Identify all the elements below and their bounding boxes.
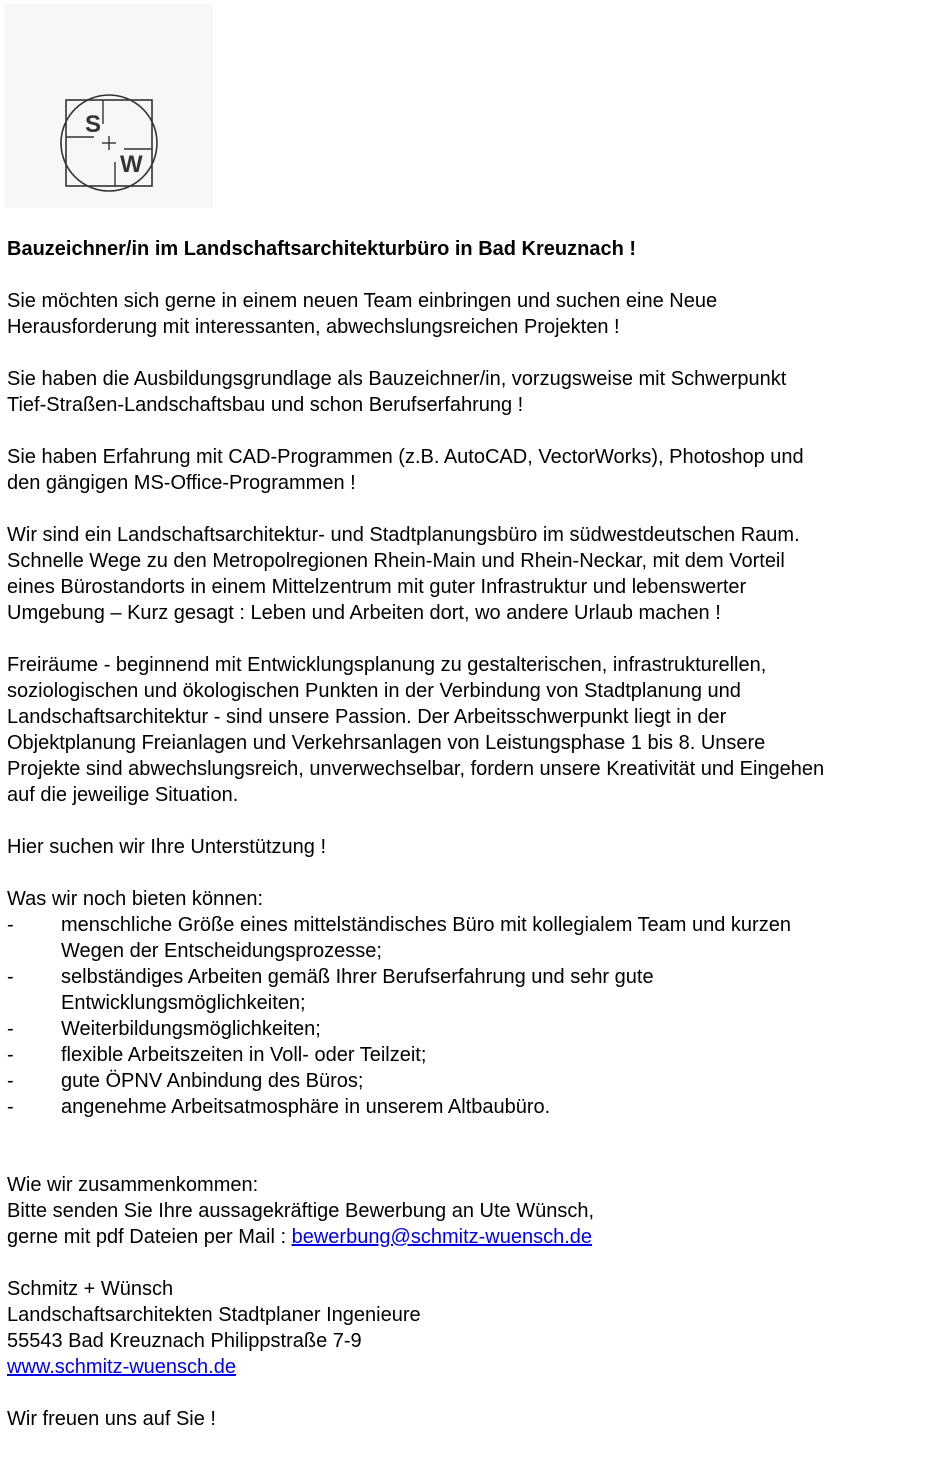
passion-line: Landschaftsarchitektur - sind unsere Passion. Der Arbeitsschwerpunkt liegt in der <box>7 706 727 728</box>
list-item <box>7 912 929 964</box>
company-website-line <box>7 1354 929 1380</box>
spacer <box>7 626 929 652</box>
spacer <box>7 808 929 834</box>
requirements-line: Tief-Straßen-Landschaftsbau und schon Berufserfahrung ! <box>7 394 524 416</box>
list-item <box>7 1016 929 1042</box>
list-dash: - <box>7 1096 14 1118</box>
about-line: Umgebung – Kurz gesagt : Leben und Arbeiten dort, wo andere Urlaub machen ! <box>7 602 721 624</box>
intro-line: Herausforderung mit interessanten, abwechslungsreichen Projekten ! <box>7 316 620 338</box>
spacer <box>7 340 929 366</box>
closing-text: Wir freuen uns auf Sie ! <box>7 1408 216 1430</box>
page-title: Bauzeichner/in im Landschaftsarchitekturbüro in Bad Kreuznach ! <box>7 238 637 260</box>
list-dash: - <box>7 1018 14 1040</box>
passion-line: soziologischen und ökologischen Punkten in der Verbindung von Stadtplanung und <box>7 680 741 702</box>
spacer <box>7 860 929 886</box>
skills-line: Sie haben Erfahrung mit CAD-Programmen (z.B. AutoCAD, VectorWorks), Photoshop und <box>7 446 804 468</box>
skills-line: den gängigen MS-Office-Programmen ! <box>7 472 356 494</box>
passion-line: Freiräume - beginnend mit Entwicklungsplanung zu gestalterischen, infrastrukturellen, <box>7 654 767 676</box>
list-item-text: menschliche Größe eines mittelständisches Büro mit kollegialem Team und kurzen <box>61 914 791 936</box>
list-item-text: angenehme Arbeitsatmosphäre in unserem Altbaubüro. <box>61 1096 551 1118</box>
list-item-text: Weiterbildungsmöglichkeiten; <box>61 1018 321 1040</box>
intro-line: Sie möchten sich gerne in einem neuen Team einbringen und suchen eine Neue <box>7 290 718 312</box>
logo-graphic <box>4 4 213 208</box>
company-name: Schmitz + Wünsch <box>7 1278 174 1300</box>
company-logo <box>4 4 213 208</box>
list-dash: - <box>7 966 14 988</box>
spacer <box>7 418 929 444</box>
passion-line: Projekte sind abwechslungsreich, unverwechselbar, fordern unsere Kreativität und Eingehen <box>7 758 825 780</box>
spacer <box>7 1380 929 1406</box>
offer-list <box>7 912 929 1120</box>
offer-heading: Was wir noch bieten können: <box>7 888 264 910</box>
about-line: eines Bürostandorts in einem Mittelzentrum mit guter Infrastruktur und lebenswerter <box>7 576 747 598</box>
contact-line <box>7 1224 929 1250</box>
list-item <box>7 1068 929 1094</box>
list-item-text: flexible Arbeitszeiten in Voll- oder Teilzeit; <box>61 1044 427 1066</box>
spacer <box>7 262 929 288</box>
passion-line: auf die jeweilige Situation. <box>7 784 239 806</box>
list-dash: - <box>7 1070 14 1092</box>
list-item <box>7 1042 929 1068</box>
passion-line: Objektplanung Freianlagen und Verkehrsanlagen von Leistungsphase 1 bis 8. Unsere <box>7 732 766 754</box>
list-item-text: gute ÖPNV Anbindung des Büros; <box>61 1070 364 1092</box>
email-link[interactable]: bewerbung@schmitz-wuensch.de <box>291 1226 593 1248</box>
about-line: Wir sind ein Landschaftsarchitektur- und Stadtplanungsbüro im südwestdeutschen Raum. <box>7 524 800 546</box>
contact-heading: Wie wir zusammenkommen: <box>7 1174 259 1196</box>
list-item-text: Entwicklungsmöglichkeiten; <box>61 992 306 1014</box>
about-line: Schnelle Wege zu den Metropolregionen Rhein-Main und Rhein-Neckar, mit dem Vorteil <box>7 550 785 572</box>
job-posting <box>7 236 929 1432</box>
contact-mail-prefix: gerne mit pdf Dateien per Mail : <box>7 1226 292 1248</box>
support-text: Hier suchen wir Ihre Unterstützung ! <box>7 836 327 858</box>
list-dash: - <box>7 1044 14 1066</box>
company-description: Landschaftsarchitekten Stadtplaner Ingenieure <box>7 1304 421 1326</box>
logo-letter-w: W <box>120 151 143 178</box>
logo-letter-s: S <box>85 111 102 138</box>
contact-line: Bitte senden Sie Ihre aussagekräftige Bewerbung an Ute Wünsch, <box>7 1200 595 1222</box>
spacer <box>7 1120 929 1172</box>
list-item-text: selbständiges Arbeiten gemäß Ihrer Berufserfahrung und sehr gute <box>61 966 654 988</box>
website-link[interactable]: www.schmitz-wuensch.de <box>7 1356 236 1378</box>
list-item-text: Wegen der Entscheidungsprozesse; <box>61 940 382 962</box>
spacer <box>7 496 929 522</box>
company-address: 55543 Bad Kreuznach Philippstraße 7-9 <box>7 1330 362 1352</box>
spacer <box>7 1250 929 1276</box>
list-item <box>7 1094 929 1120</box>
requirements-line: Sie haben die Ausbildungsgrundlage als Bauzeichner/in, vorzugsweise mit Schwerpunkt <box>7 368 787 390</box>
list-item <box>7 964 929 1016</box>
list-dash: - <box>7 914 14 936</box>
